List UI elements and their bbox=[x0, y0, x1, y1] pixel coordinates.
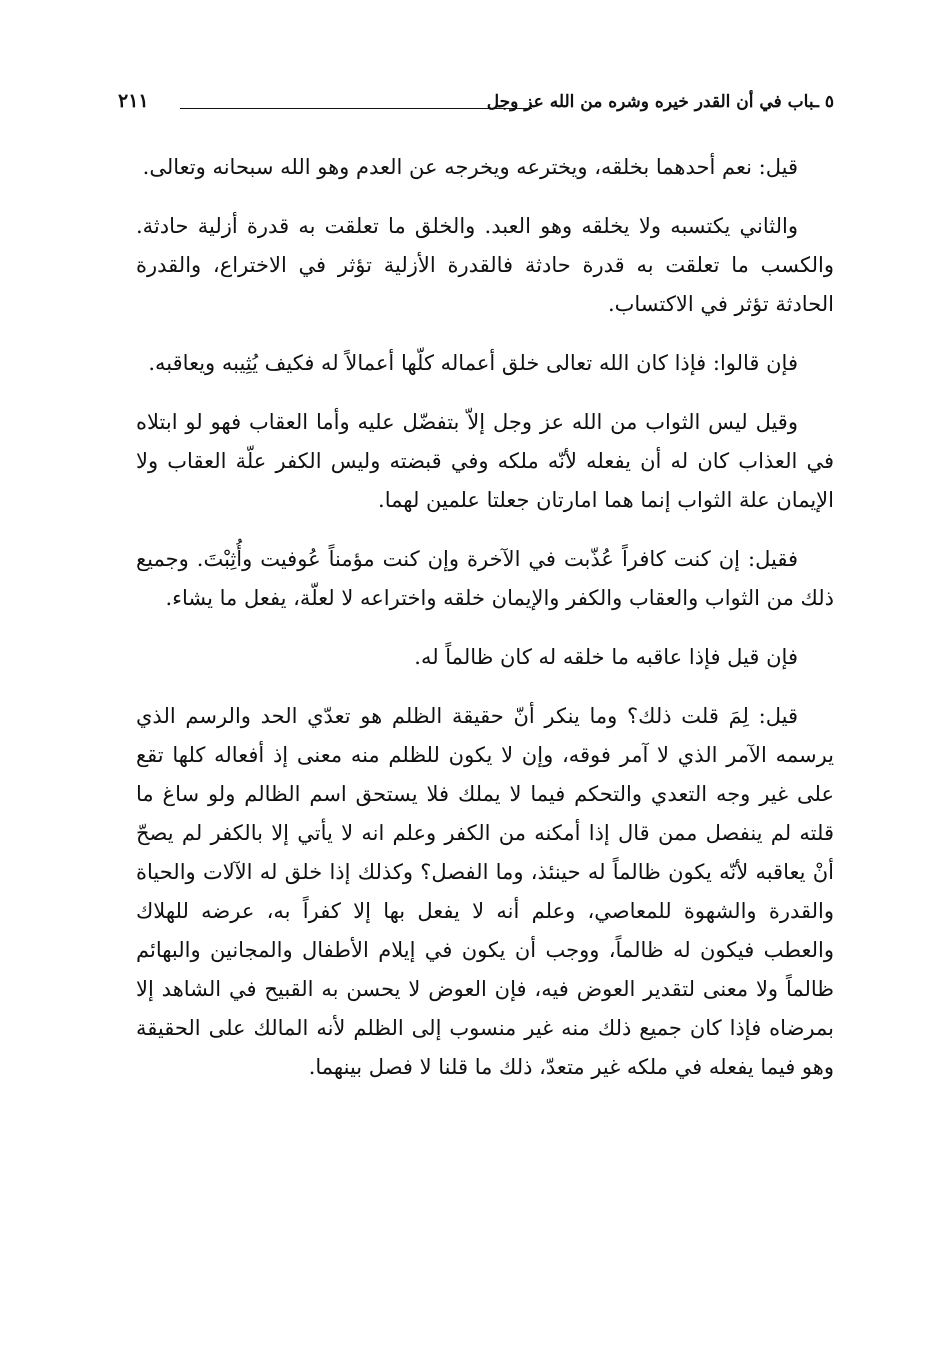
paragraph: والثاني يكتسبه ولا يخلقه وهو العبد. والخلق ما تعلقت به قدرة أزلية حادثة. والكسب ما تعلقت به قدرة حادثة فالقدرة الأزلية تؤثر في الاختراع، والقدرة الحادثة تؤثر في الاكتساب. bbox=[136, 214, 834, 316]
paragraph: قيل: نعم أحدهما بخلقه، ويخترعه ويخرجه عن العدم وهو الله سبحانه وتعالى. bbox=[142, 155, 798, 179]
body-text bbox=[136, 148, 834, 1087]
paragraph: فإن قالوا: فإذا كان الله تعالى خلق أعماله كلّها أعمالاً له فكيف يُثِيبه ويعاقبه. bbox=[148, 351, 798, 375]
header-rule bbox=[180, 108, 532, 109]
page-header bbox=[118, 88, 834, 122]
paragraph: وقيل ليس الثواب من الله عز وجل إلاّ بتفضّل عليه وأما العقاب فهو لو ابتلاه في العذاب كان له أن يفعله لأنّه ملكه وفي قبضته وليس الكفر علّة العقاب ولا الإيمان علة الثواب إنما هما امارتان جعلتا علمين لهما. bbox=[136, 410, 834, 512]
paragraph: قيل: لِمَ قلت ذلك؟ وما ينكر أنّ حقيقة الظلم هو تعدّي الحد والرسم الذي يرسمه الآمر الذي لا آمر فوقه، وإن لا يكون للظلم منه معنى إذ أفعاله كلها تقع على غير وجه التعدي والتحكم فيما لا يملك فلا يستحق اسم الظالم ولو ساغ ما قلته لم ينفصل ممن قال إذا أمكنه من الكفر وعلم انه لا يأتي إلا بالكفر لم يصحّ أنْ يعاقبه لأنّه يكون ظالماً له حينئذ، وما الفصل؟ وكذلك إذا خلق له الآلات والحياة والقدرة والشهوة للمعاصي، وعلم أنه لا يفعل بها إلا كفراً به، عرضه للهلاك والعطب فيكون له ظالماً، ووجب أن يكون في إيلام الأطفال والمجانين والبهائم ظالماً ولا معنى لتقدير العوض فيه، فإن العوض لا يحسن به القبيح في الشاهد إلا بمرضاه فإذا كان جميع ذلك منه غير منسوب إلى الظلم لأنه المالك على الحقيقة وهو فيما يفعله في ملكه غير متعدّ، ذلك ما قلنا لا فصل بينهما. bbox=[136, 704, 835, 1079]
running-title: ٥ ـباب في أن القدر خيره وشره من الله عز وجل bbox=[486, 92, 834, 112]
page-number: ٢١١ bbox=[118, 90, 149, 112]
paragraph: فإن قيل فإذا عاقبه ما خلقه له كان ظالماً له. bbox=[414, 645, 798, 669]
paragraph: فقيل: إن كنت كافراً عُذّبت في الآخرة وإن كنت مؤمناً عُوفيت وأُثِبْتَ. وجميع ذلك من الثواب والعقاب والكفر والإيمان خلقه واختراعه لا لعلّة، يفعل ما يشاء. bbox=[136, 547, 834, 610]
